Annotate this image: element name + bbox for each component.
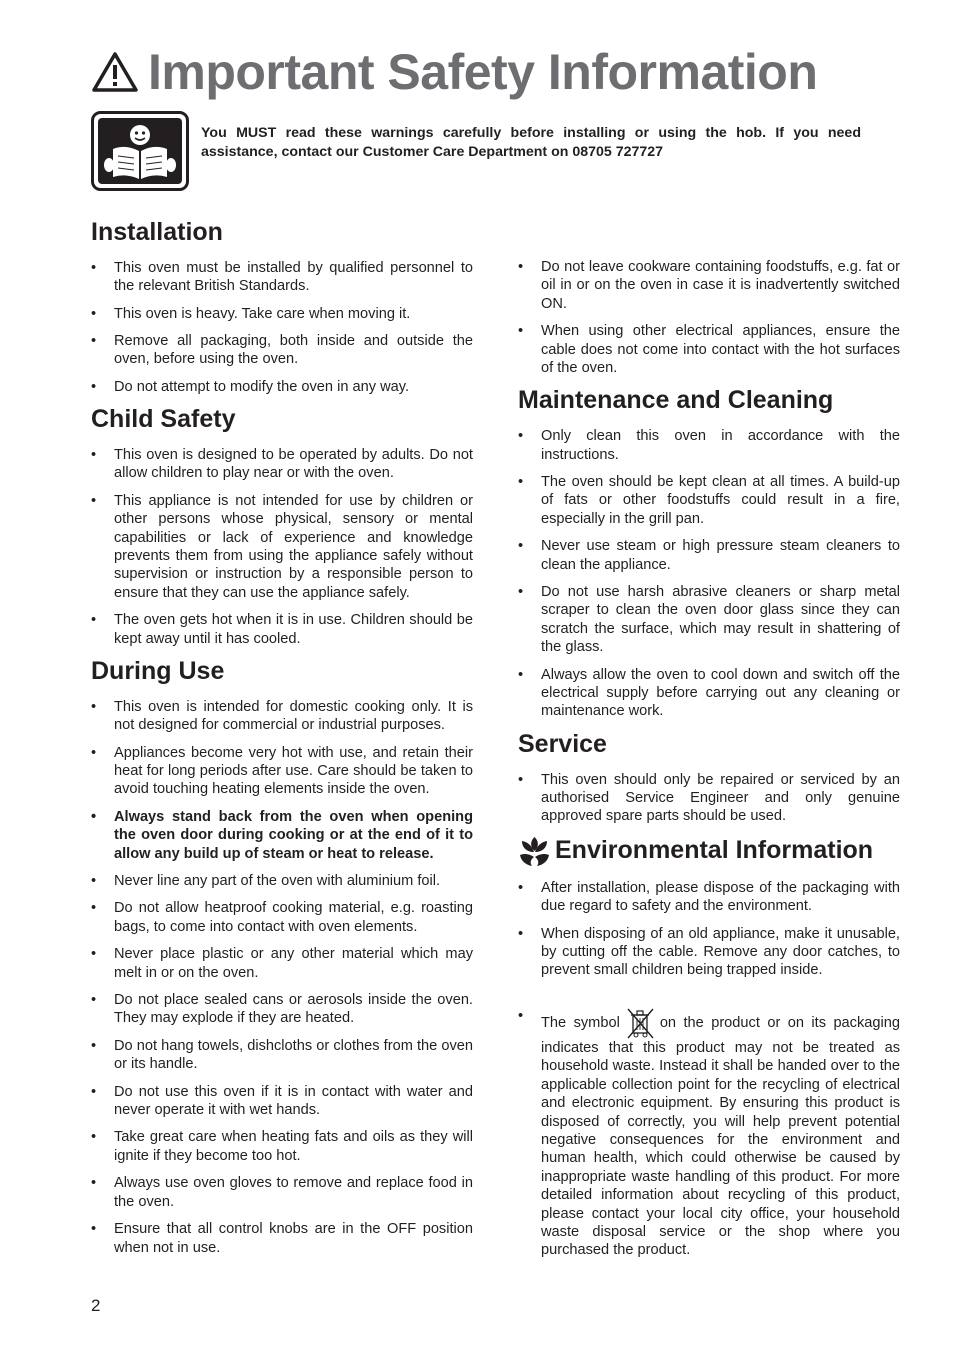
- during-use-heading: During Use: [91, 657, 225, 685]
- list-item: • Take great care when heating fats and oils as they will ignite if they become too hot.: [91, 1129, 473, 1164]
- bullet: •: [91, 744, 97, 761]
- bullet: •: [518, 259, 524, 275]
- list-item: • This oven is designed to be operated by adults. Do not allow children to play near or with the oven.: [91, 446, 473, 482]
- bullet: •: [518, 1007, 524, 1024]
- page-number: 2: [91, 1296, 101, 1315]
- bullet: •: [91, 612, 97, 629]
- bullet: •: [518, 538, 524, 555]
- bullet: •: [518, 666, 524, 683]
- maintenance-heading: Maintenance and Cleaning: [518, 386, 834, 415]
- installation-list-continued: [518, 258, 900, 377]
- bullet: •: [91, 259, 97, 276]
- bullet: •: [91, 492, 97, 509]
- environmental-heading: Environmental Information: [555, 836, 874, 865]
- list-item: • Always allow the oven to cool down and switch off the electrical supply before carrying out any cleaning or maintenance work.: [518, 666, 900, 720]
- bullet: •: [518, 771, 524, 788]
- bullet: •: [518, 428, 524, 445]
- list-item: • Do not leave cookware containing foodstuffs, e.g. fat or oil in or on the oven in case it is inadvertently switched ON.: [518, 259, 900, 312]
- bullet: •: [518, 879, 524, 896]
- bullet: •: [91, 1175, 97, 1192]
- right-column: [518, 258, 900, 1269]
- bullet: •: [91, 1129, 97, 1146]
- installation-heading: Installation: [91, 218, 223, 246]
- bullet: •: [91, 900, 97, 917]
- list-item: • This appliance is not intended for use by children or other persons whose physical, sensory or mental capabilities or lack of experience and knowledge prevents them from using the appliance safely without supervision or instruction by a responsible person to ensure that they can use the appliance safely.: [91, 492, 473, 601]
- weee-list: [518, 1007, 900, 1260]
- bullet: •: [91, 378, 97, 395]
- bullet: •: [91, 332, 97, 349]
- list-item: • This oven should only be repaired or serviced by an authorised Service Engineer and only genuine approved spare parts should be used.: [518, 771, 900, 825]
- list-item: • Remove all packaging, both inside and outside the oven, before using the oven.: [91, 332, 473, 368]
- list-item: • When disposing of an old appliance, make it unusable, by cutting off the cable. Remove any door catches, to prevent small children being trapped inside.: [518, 925, 900, 979]
- bullet: •: [91, 698, 97, 715]
- list-item: • This oven is heavy. Take care when moving it.: [91, 305, 411, 322]
- bullet: •: [518, 323, 524, 340]
- list-item: • Do not attempt to modify the oven in any way.: [91, 378, 410, 395]
- list-item: • Never line any part of the oven with aluminium foil.: [91, 873, 441, 889]
- bullet: •: [91, 873, 97, 889]
- list-item: • Do not allow heatproof cooking material, e.g. roasting bags, to come into contact with oven elements.: [91, 900, 473, 935]
- bullet: •: [91, 1221, 97, 1238]
- warning-triangle-icon: [92, 51, 138, 93]
- list-item: • Never place plastic or any other material which may melt in or on the oven.: [91, 946, 473, 981]
- list-item: • The oven should be kept clean at all times. A build-up of fats or other foodstuffs could result in a fire, especially in the grill pan.: [518, 474, 900, 527]
- title-row: [92, 40, 817, 104]
- intro-warning: You MUST read these warnings carefully before installing or using the hob. If you need assistance, contact our Customer Care Department on 08705 727727: [201, 125, 861, 160]
- environmental-heading-row: [518, 835, 900, 867]
- left-column: [91, 218, 473, 1266]
- during-use-list: [91, 698, 473, 1257]
- list-item: • Do not hang towels, dishcloths or clothes from the oven or its handle.: [91, 1037, 473, 1073]
- list-item: • This oven is intended for domestic cooking only. It is not designed for commercial or industrial purposes.: [91, 698, 473, 734]
- bullet: •: [518, 584, 524, 601]
- bullet: •: [91, 992, 97, 1009]
- list-item: • Never use steam or high pressure steam cleaners to clean the appliance.: [518, 538, 900, 573]
- flower-icon: [518, 835, 551, 867]
- list-item: • Do not use harsh abrasive cleaners or sharp metal scraper to clean the oven door glass since they can scratch the surface, which may result in shattering of the glass.: [518, 584, 900, 656]
- child-safety-list: [91, 446, 473, 648]
- bullet: •: [91, 808, 97, 825]
- list-item: • Always use oven gloves to remove and replace food in the oven.: [91, 1175, 473, 1210]
- crossed-out-bin-icon: [624, 1007, 656, 1039]
- bullet: •: [91, 946, 97, 963]
- spacer: [518, 989, 900, 1007]
- list-item: • Do not use this oven if it is in contact with water and never operate it with wet hands.: [91, 1083, 473, 1119]
- list-item: • After installation, please dispose of the packaging with due regard to safety and the environment.: [518, 879, 900, 915]
- child-safety-heading: Child Safety: [91, 405, 236, 434]
- list-item: • Do not place sealed cans or aerosols inside the oven. They may explode if they are heated.: [91, 992, 473, 1027]
- list-item: • Always stand back from the oven when opening the oven door during cooking or at the end of it to allow any build up of steam or heat to release.: [91, 808, 473, 862]
- service-heading: Service: [518, 729, 607, 758]
- bullet: •: [91, 305, 97, 322]
- bullet: •: [518, 474, 524, 490]
- bullet: •: [91, 446, 97, 463]
- list-item: • Only clean this oven in accordance with the instructions.: [518, 428, 900, 463]
- page-title: Important Safety Information: [148, 44, 818, 100]
- list-item: • The oven gets hot when it is in use. Children should be kept away until it has cooled.: [91, 612, 473, 647]
- list-item: • Ensure that all control knobs are in the OFF position when not in use.: [91, 1221, 473, 1256]
- bullet: •: [91, 1083, 97, 1100]
- bullet: •: [91, 1037, 97, 1054]
- list-item: • Appliances become very hot with use, and retain their heat for long periods after use. Care should be taken to avoid touching heating elements inside the oven.: [91, 744, 473, 798]
- environmental-list: [518, 879, 900, 980]
- list-item: • This oven must be installed by qualified personnel to the relevant British Standards.: [91, 259, 473, 295]
- maintenance-list: [518, 427, 900, 721]
- list-item: • When using other electrical appliances, ensure the cable does not come into contact with the hot surfaces of the oven.: [518, 323, 900, 377]
- read-instructions-icon: [91, 111, 189, 191]
- list-item: • The symbol on the product or on its packaging indicates that this product may not be treated as household waste. Instead it shall be handed over to the applicable collection point for the recycling of electrical and electronic equipment. By ensuring this product is disposed of correctly, you will help prevent potential negative consequences for the environment and human health, which could otherwise be caused by inappropriate waste handling of this product. For more detailed information about recycling of this product, please contact your local city office, your household waste disposal service or the shop where you purchased the product.: [518, 1007, 900, 1259]
- bullet: •: [518, 925, 524, 942]
- service-list: [518, 771, 900, 826]
- installation-list: [91, 259, 473, 396]
